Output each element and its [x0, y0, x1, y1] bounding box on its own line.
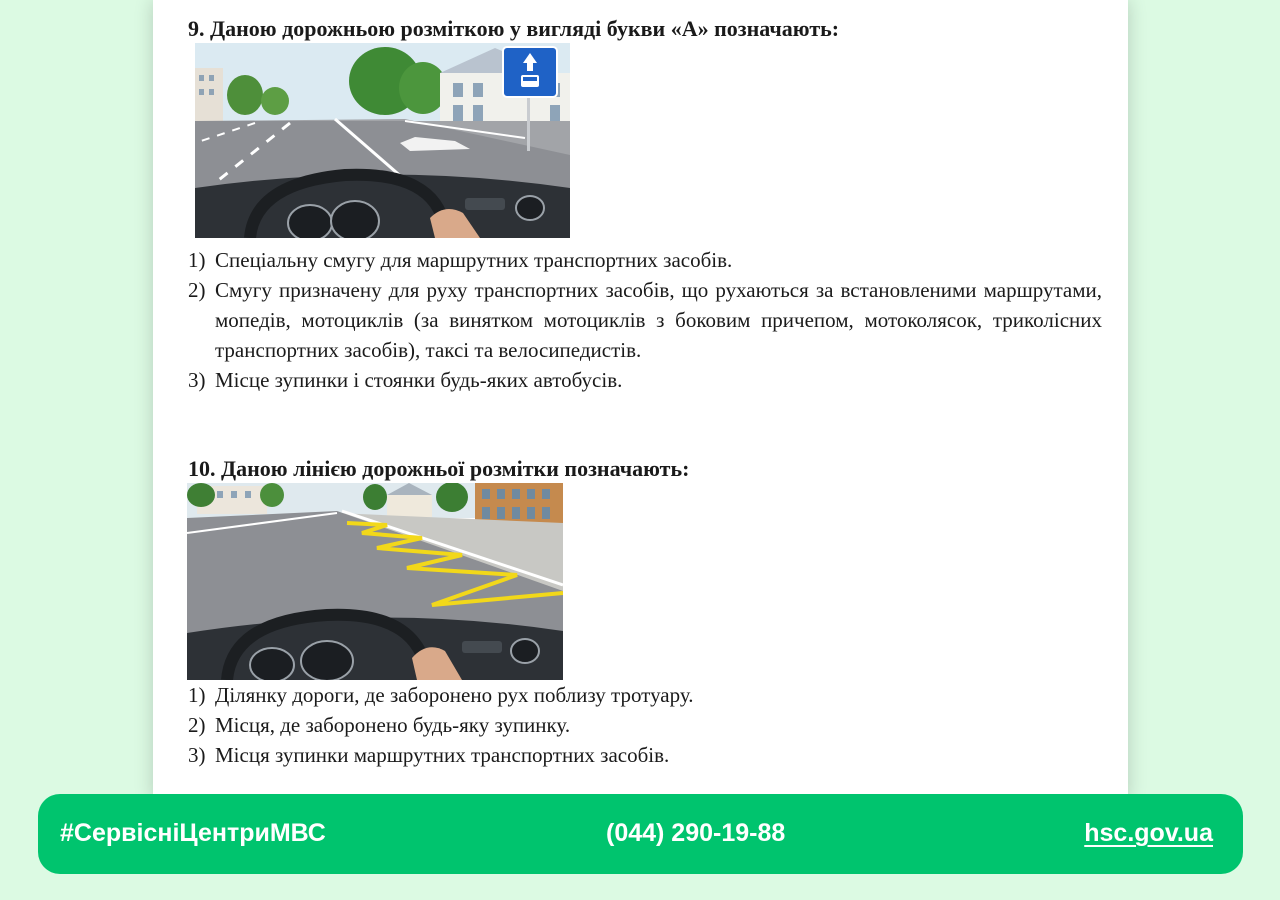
answer-option: [188, 710, 1102, 740]
answer-option: [188, 245, 1102, 275]
document-page: [153, 0, 1128, 800]
answer-number: 1): [188, 248, 206, 272]
phone-number[interactable]: (044) 290-19-88: [606, 819, 786, 847]
answer-option: [188, 275, 1102, 365]
website-link[interactable]: hsc.gov.ua: [1084, 819, 1213, 847]
answer-option: [188, 740, 1102, 770]
answer-option: [188, 365, 1102, 395]
answer-number: 1): [188, 683, 206, 707]
answer-option: [188, 680, 1102, 710]
hashtag-text: #СервісніЦентриМВС: [60, 819, 326, 847]
answer-text: Місце зупинки і стоянки будь-яких автобусів.: [215, 368, 623, 392]
question-9-title: 9. Даною дорожньою розміткою у вигляді букви «А» позначають:: [188, 16, 840, 41]
answer-text: Місця, де заборонено будь-яку зупинку.: [215, 713, 571, 737]
question-9-illustration: [195, 43, 570, 238]
question-10-title: 10. Даною лінією дорожньої розмітки позначають:: [188, 456, 690, 481]
answer-number: 3): [188, 368, 206, 392]
answer-number: 2): [188, 713, 206, 737]
answer-text: Смугу призначену для руху транспортних засобів, що рухаються за встановленими маршрутами, мопедів, мотоциклів (за винятком мотоциклів з боковим причепом, мотоколясок, триколісних транспортних засобів), таксі та велосипедистів.: [215, 278, 1102, 362]
question-9-answers: [188, 245, 1102, 395]
answer-text: Спеціальну смугу для маршрутних транспортних засобів.: [215, 248, 733, 272]
footer-banner: [38, 794, 1243, 874]
question-10-answers: [188, 680, 1102, 770]
question-10-illustration: [187, 483, 563, 680]
answer-text: Місця зупинки маршрутних транспортних засобів.: [215, 743, 670, 767]
answer-text: Ділянку дороги, де заборонено рух поблизу тротуару.: [215, 683, 694, 707]
answer-number: 3): [188, 743, 206, 767]
answer-number: 2): [188, 278, 206, 302]
